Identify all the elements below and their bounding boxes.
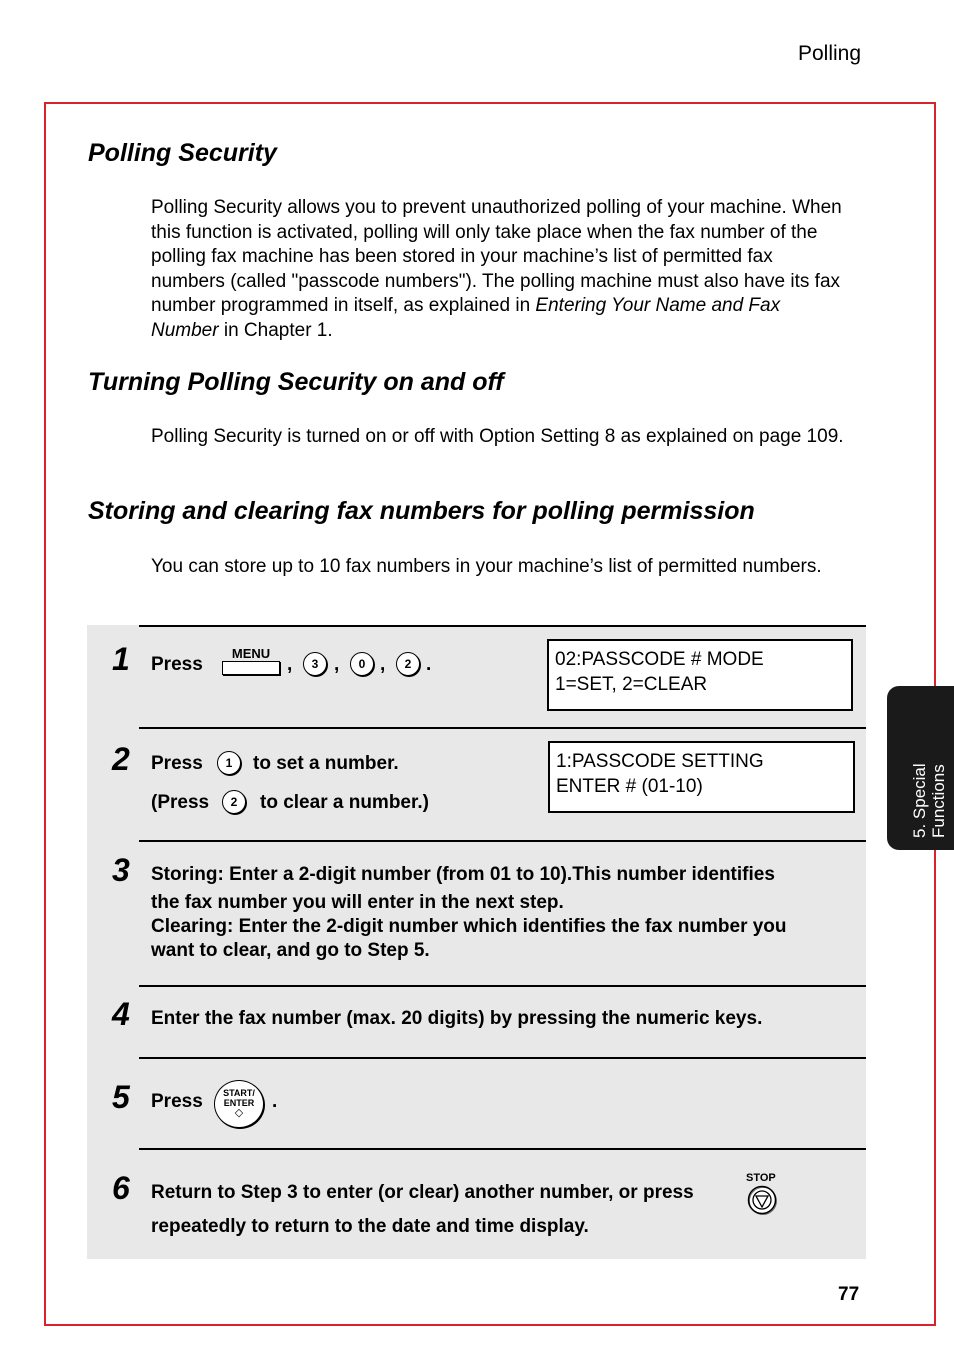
step-number: 2 <box>112 741 130 777</box>
step-divider <box>139 727 866 729</box>
comma: , <box>380 654 386 675</box>
running-header: Polling <box>798 42 862 65</box>
chapter-tab <box>887 686 954 850</box>
stop-key-label: STOP <box>746 1172 776 1184</box>
lcd-display-step1 <box>547 639 853 711</box>
step-number: 1 <box>112 641 130 677</box>
comma: , <box>334 654 340 675</box>
comma: , <box>287 654 293 675</box>
menu-key-label: MENU <box>231 646 271 661</box>
step1-press-label: Press <box>151 654 203 675</box>
lcd-line: 02:PASSCODE # MODE <box>555 649 764 670</box>
turning-on-off-paragraph: Polling Security is turned on or off with Option Setting 8 as explained on page 109. <box>151 426 844 447</box>
chapter-tab-label: 5. Special Functions <box>910 763 948 838</box>
heading-turning-on-off: Turning Polling Security on and off <box>88 368 504 396</box>
step-number: 4 <box>112 996 130 1032</box>
step2-press-label-2: (Press <box>151 792 210 813</box>
step-divider <box>139 1057 866 1059</box>
step-divider <box>139 840 866 842</box>
step2-set-text: to set a number. <box>253 753 399 774</box>
start-key-label: START/ <box>223 1088 255 1098</box>
menu-key-icon <box>222 661 280 675</box>
paragraph-text: Polling Security allows you to prevent unauthorized polling of your machine. When this function is activated, polling will only take place when the fax number of the polling fax machine has been stored in your machine’s list of permitted fax numbers (called "passcode numbers"). The polling machine must also have its fax number programmed in itself, as explained in <box>151 197 842 316</box>
step2-clear-text: to clear a number.) <box>260 792 429 813</box>
step-number: 3 <box>112 852 130 888</box>
step3-line: the fax number you will enter in the next step. <box>151 892 564 913</box>
lcd-line: ENTER # (01-10) <box>556 776 703 797</box>
step2-press-label: Press <box>151 753 203 774</box>
step6-line: repeatedly to return to the date and time display. <box>151 1216 589 1237</box>
menu-key <box>222 646 280 675</box>
heading-polling-security: Polling Security <box>88 139 277 167</box>
heading-storing-clearing: Storing and clearing fax numbers for polling permission <box>88 497 755 525</box>
diamond-icon: ◇ <box>234 1107 244 1119</box>
key-2-icon: 2 <box>222 790 246 814</box>
storing-clearing-paragraph: You can store up to 10 fax numbers in your machine’s list of permitted numbers. <box>151 556 822 577</box>
cross-reference: Entering Your Name and Fax Number <box>151 295 781 341</box>
lcd-display-step2 <box>548 741 855 813</box>
step-divider <box>139 625 866 627</box>
step-number: 5 <box>112 1079 130 1115</box>
key-3-icon: 3 <box>303 652 327 676</box>
step3-line: Clearing: Enter the 2-digit number which identifies the fax number you <box>151 916 787 937</box>
start-enter-key-icon <box>214 1080 264 1128</box>
key-1-icon: 1 <box>217 751 241 775</box>
step-divider <box>139 985 866 987</box>
lcd-line: 1:PASSCODE SETTING <box>556 751 764 772</box>
step5-press-label: Press <box>151 1091 203 1112</box>
step-divider <box>139 1148 866 1150</box>
step3-line: want to clear, and go to Step 5. <box>151 940 430 961</box>
page-number: 77 <box>838 1284 860 1305</box>
step4-text: Enter the fax number (max. 20 digits) by pressing the numeric keys. <box>151 1008 763 1029</box>
step6-line: Return to Step 3 to enter (or clear) another number, or press <box>151 1182 694 1203</box>
period: . <box>272 1091 278 1112</box>
step-number: 6 <box>112 1170 130 1206</box>
stop-key-icon <box>747 1185 779 1222</box>
paragraph-text-end: in Chapter 1. <box>218 319 333 341</box>
enter-key-label: ENTER <box>223 1098 255 1108</box>
key-2-icon: 2 <box>396 652 420 676</box>
step3-line: Storing: Enter a 2-digit number (from 01 to 10).This number identifies <box>151 864 775 885</box>
period: . <box>426 654 432 675</box>
key-0-icon: 0 <box>350 652 374 676</box>
polling-security-paragraph <box>151 196 851 343</box>
lcd-line: 1=SET, 2=CLEAR <box>555 674 708 695</box>
